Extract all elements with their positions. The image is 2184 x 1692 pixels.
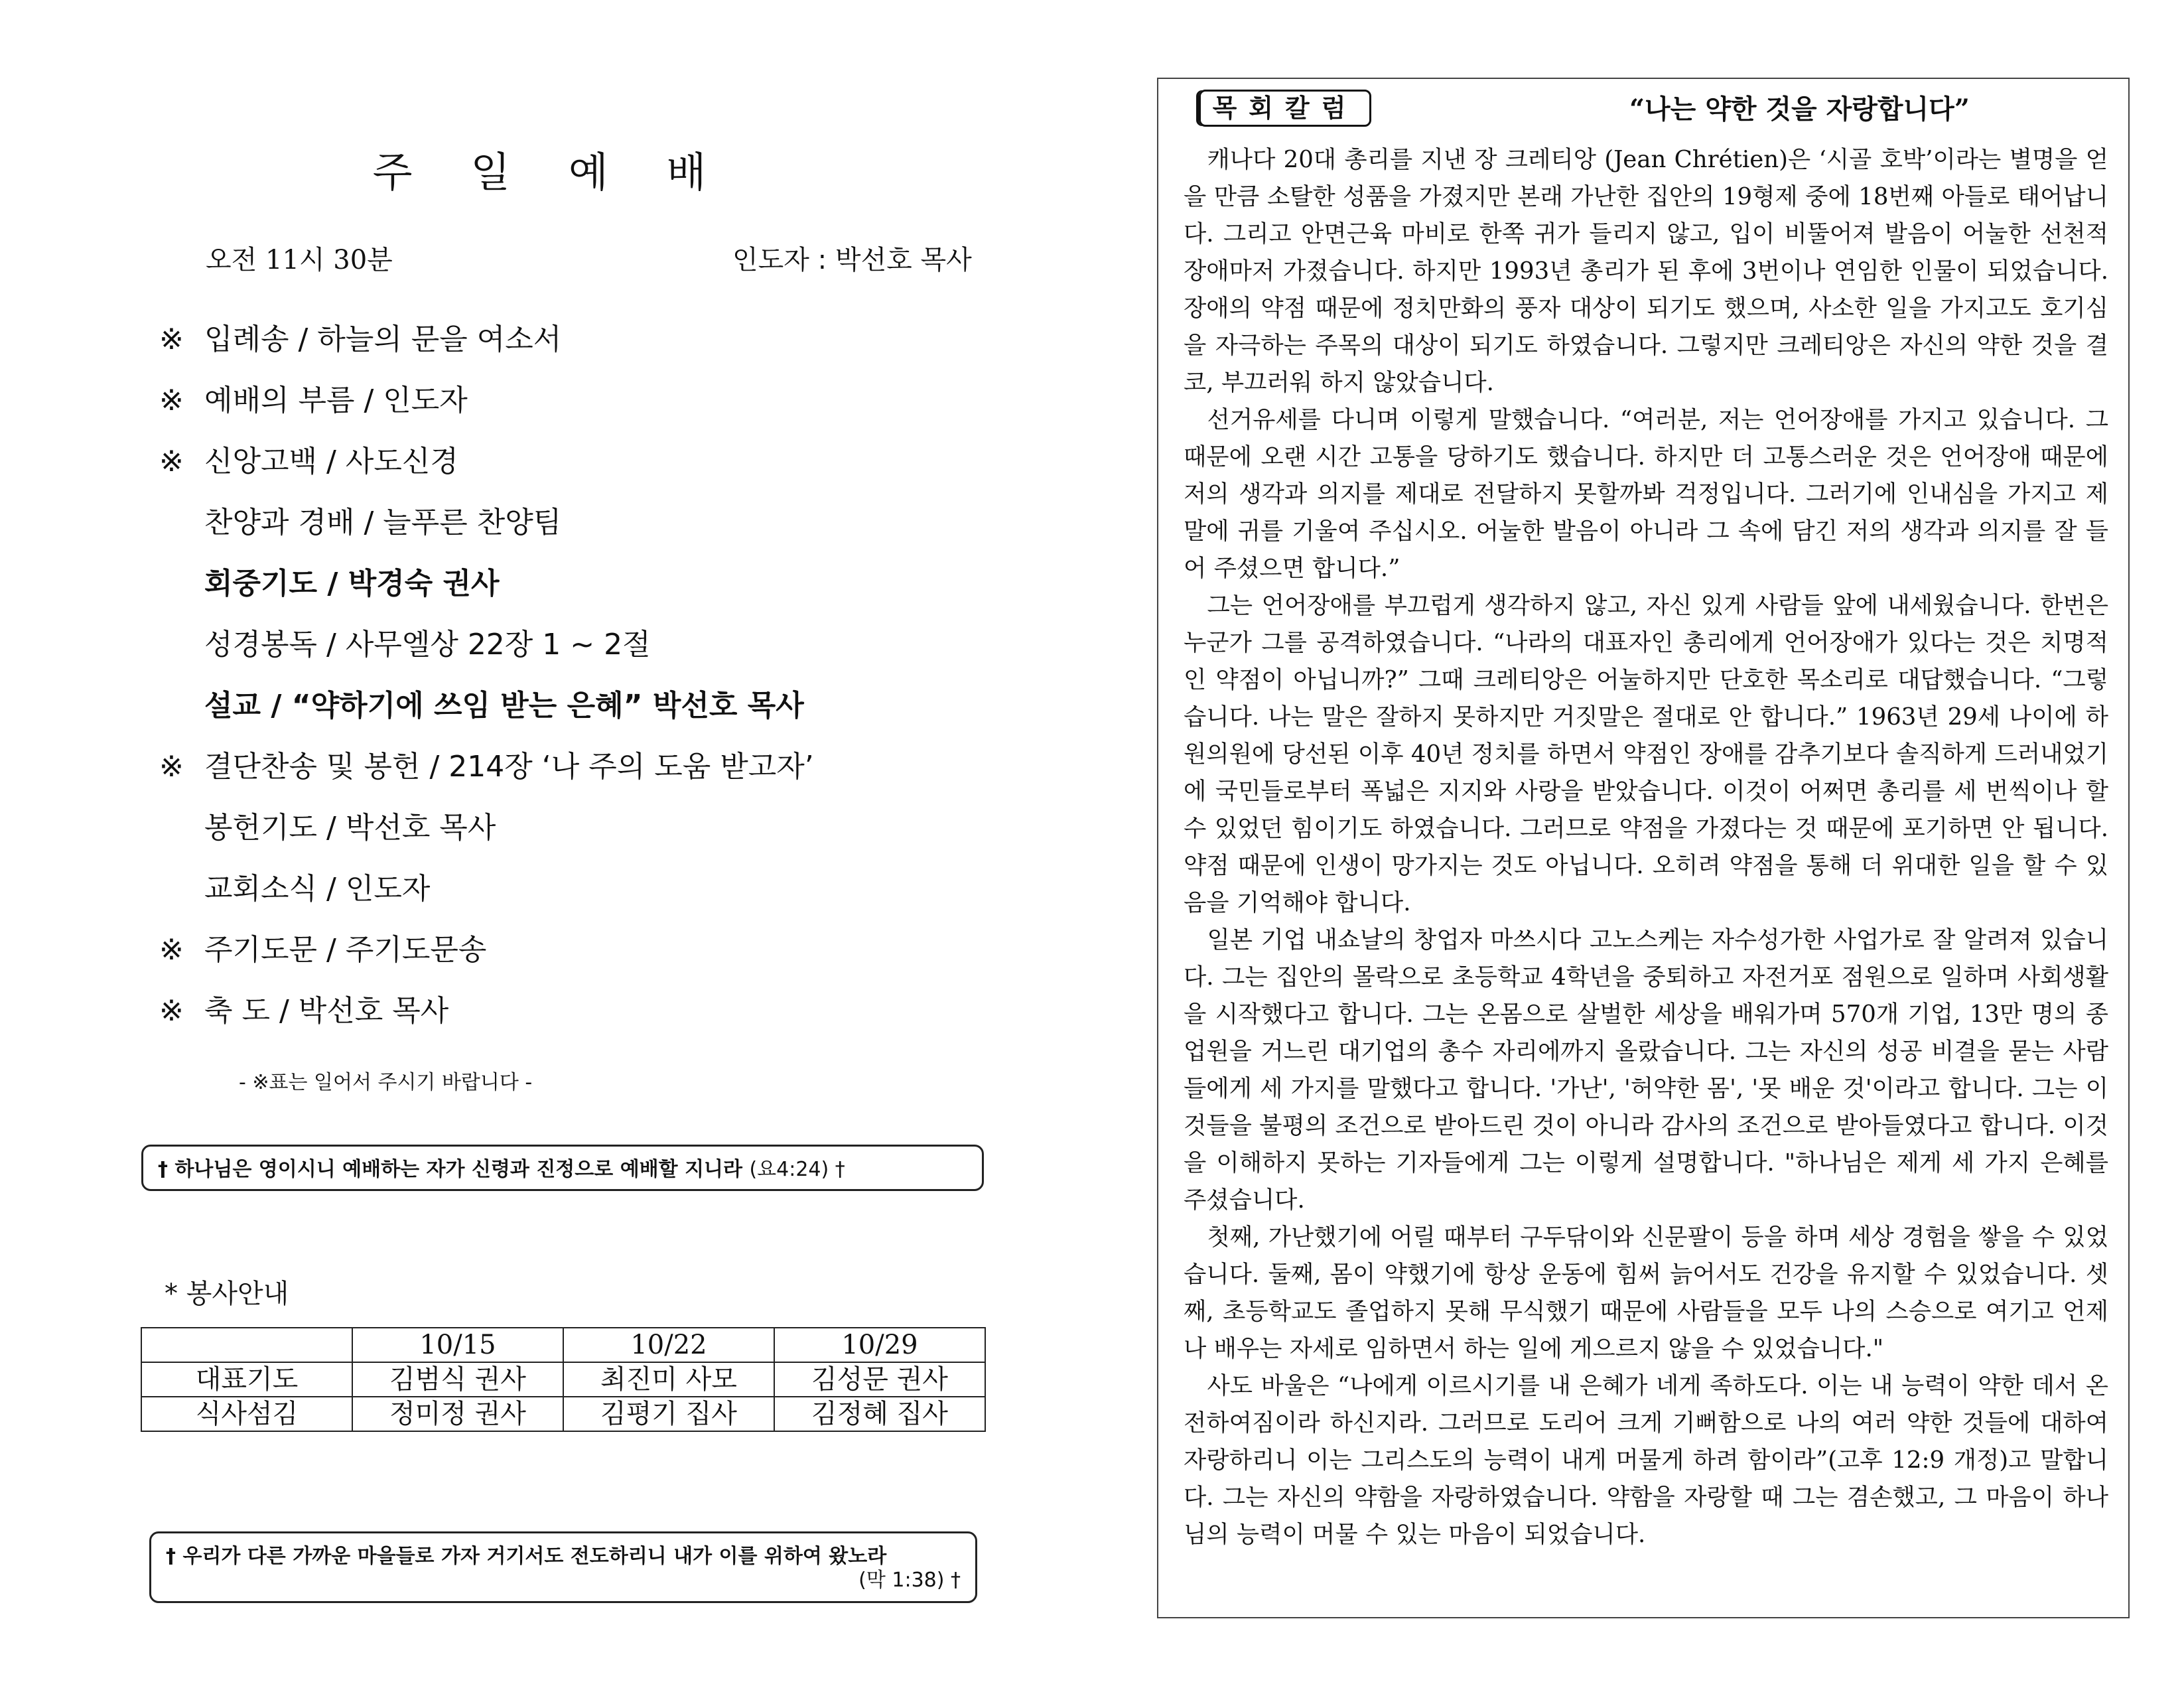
table-cell: 10/29	[774, 1328, 985, 1362]
table-row	[141, 1362, 985, 1397]
standing-note: - ※표는 일어서 주시기 바랍니다 -	[239, 1071, 533, 1094]
order-item-text: 찬양과 경배 / 늘푸른 찬양팀	[204, 506, 562, 539]
order-item	[159, 564, 814, 625]
order-item	[159, 442, 814, 503]
column-body	[1184, 141, 2108, 1553]
verse-text: † 하나님은 영이시니 예배하는 자가 신령과 진정으로 예배할 지니라	[158, 1158, 743, 1181]
column-title: “나는 약한 것을 자랑합니다”	[1629, 94, 1970, 125]
order-item	[159, 625, 814, 686]
table-cell: 정미정 권사	[352, 1397, 563, 1431]
order-item	[159, 869, 814, 930]
standing-mark: ※	[159, 750, 184, 784]
standing-mark: ※	[159, 322, 184, 356]
table-header-row	[141, 1328, 985, 1362]
column-paragraph: 일본 기업 내쇼날의 창업자 마쓰시다 고노스케는 자수성가한 사업가로 잘 알려져 있습니다. 그는 집안의 몰락으로 초등학교 4학년을 중퇴하고 자전거포 점원으로 일하며 사회생활을 시작했다고 합니다. 그는 온몸으로 살벌한 세상을 배워가며 570개 기업, 13만 명의 종업원을 거느린 대기업의 총수 자리에까지 올랐습니다. 그는 자신의 성공 비결을 묻는 사람들에게 세 가지를 말했다고 합니다. '가난', '허약한 몸', '못 배운 것'이라고 합니다. 그는 이것들을 불평의 조건으로 받아드린 것이 아니라 감사의 조건으로 받아들였다고 합니다. 이것을 이해하지 못하는 기자들에게 그는 이렇게 설명합니다. "하나님은 제게 세 가지 은혜를 주셨습니다.	[1184, 926, 2108, 1214]
order-item-text: 교회소식 / 인도자	[204, 872, 431, 906]
verse-text: † 우리가 다른 가까운 마을들로 가자 거기서도 전도하리니 내가 이를 위하여 왔노라	[166, 1545, 887, 1568]
order-item	[159, 381, 814, 442]
order-item-text: 봉헌기도 / 박선호 목사	[204, 811, 496, 845]
order-item	[159, 503, 814, 564]
order-item	[159, 930, 814, 991]
column-paragraph: 첫째, 가난했기에 어릴 때부터 구두닦이와 신문팔이 등을 하며 세상 경험을 쌓을 수 있었습니다. 둘째, 몸이 약했기에 항상 운동에 힘써 늙어서도 건강을 유지할 수 있었습니다. 셋째, 초등학교도 졸업하지 못해 무식했기 때문에 사람들을 모두 나의 스승으로 여기고 언제나 배우는 자세로 임하면서 하는 일에 게으르지 않을 수 있었습니다."	[1184, 1224, 2108, 1362]
verse-reference: (막 1:38) †	[858, 1569, 961, 1592]
standing-mark: ※	[159, 933, 184, 967]
table-cell: 최진미 사모	[563, 1362, 774, 1397]
worship-leader: 인도자 : 박선호 목사	[732, 245, 972, 275]
scripture-verse-box	[149, 1531, 977, 1603]
table-cell: 김평기 집사	[563, 1397, 774, 1431]
order-item-text: 성경봉독 / 사무엘상 22장 1 ~ 2절	[204, 628, 651, 662]
order-item	[159, 808, 814, 869]
standing-mark: ※	[159, 445, 184, 478]
order-item-text: 축 도 / 박선호 목사	[204, 994, 449, 1028]
worship-title: 주 일 예 배	[372, 148, 729, 196]
order-item	[159, 747, 814, 808]
table-cell: 10/15	[352, 1328, 563, 1362]
order-item-text: 설교 / “약하기에 쓰임 받는 은혜” 박선호 목사	[204, 689, 804, 723]
table-cell: 김정혜 집사	[774, 1397, 985, 1431]
order-item	[159, 686, 814, 747]
order-item-text: 주기도문 / 주기도문송	[204, 933, 487, 967]
table-cell: 10/22	[563, 1328, 774, 1362]
pastor-column	[1157, 78, 2130, 1618]
service-guide-heading: * 봉사안내	[165, 1279, 289, 1309]
column-paragraph: 사도 바울은 “나에게 이르시기를 내 은혜가 네게 족하도다. 이는 내 능력이 약한 데서 온전하여짐이라 하신지라. 그러므로 도리어 크게 기뻐함으로 나의 여러 약한 것들에 대하여 자랑하리니 이는 그리스도의 능력이 내게 머물게 하려 함이라”(고후 12:9 개정)고 말합니다. 그는 자신의 약함을 자랑하였습니다. 약함을 자랑할 때 그는 겸손했고, 그 마음이 하나님의 능력이 머물 수 있는 마음이 되었습니다.	[1184, 1372, 2108, 1548]
order-item	[159, 991, 814, 1052]
order-item	[159, 320, 814, 381]
verse-reference: (요4:24) †	[749, 1158, 845, 1181]
table-cell: 김범식 권사	[352, 1362, 563, 1397]
standing-mark: ※	[159, 384, 184, 417]
table-cell: 대표기도	[141, 1362, 352, 1397]
order-of-worship	[159, 320, 814, 1052]
service-table	[141, 1327, 986, 1432]
column-badge: 목회칼럼	[1199, 90, 1371, 127]
column-paragraph: 선거유세를 다니며 이렇게 말했습니다. “여러분, 저는 언어장애를 가지고 있습니다. 그 때문에 오랜 시간 고통을 당하기도 했습니다. 하지만 더 고통스러운 것은 언어장애 때문에 저의 생각과 의지를 제대로 전달하지 못할까봐 걱정입니다. 그러기에 인내심을 가지고 제 말에 귀를 기울여 주십시오. 어눌한 발음이 아니라 그 속에 담긴 저의 생각과 의지를 잘 들어 주셨으면 합니다.”	[1184, 406, 2108, 582]
order-item-text: 입례송 / 하늘의 문을 여소서	[204, 322, 562, 356]
order-item-text: 신앙고백 / 사도신경	[204, 445, 458, 478]
order-item-text: 예배의 부름 / 인도자	[204, 384, 468, 417]
table-row	[141, 1397, 985, 1431]
column-paragraph: 캐나다 20대 총리를 지낸 장 크레티앙 (Jean Chrétien)은 ‘시골 호박’이라는 별명을 얻을 만큼 소탈한 성품을 가졌지만 본래 가난한 집안의 19형제 중에 18번째 아들로 태어납니다. 그리고 안면근육 마비로 한쪽 귀가 들리지 않고, 입이 비뚤어져 발음이 어눌한 선천적 장애마저 가졌습니다. 하지만 1993년 총리가 된 후에 3번이나 연임한 인물이 되었습니다. 장애의 약점 때문에 정치만화의 풍자 대상이 되기도 했으며, 사소한 일을 가지고도 호기심을 자극하는 주목의 대상이 되기도 하였습니다. 그렇지만 크레티앙은 자신의 약한 것을 결코, 부끄러워 하지 않았습니다.	[1184, 146, 2108, 396]
column-paragraph: 그는 언어장애를 부끄럽게 생각하지 않고, 자신 있게 사람들 앞에 내세웠습니다. 한번은 누군가 그를 공격하였습니다. “나라의 대표자인 총리에게 언어장애가 있다는 것은 치명적인 약점이 아닙니까?” 그때 크레티앙은 어눌하지만 단호한 목소리로 대답했습니다. “그렇습니다. 나는 말은 잘하지 못하지만 거짓말은 절대로 안 합니다.” 1963년 29세 나이에 하원의원에 당선된 이후 40년 정치를 하면서 약점인 장애를 감추기보다 솔직하게 드러내었기에 국민들로부터 폭넓은 지지와 사랑을 받았습니다. 이것이 어쩌면 총리를 세 번씩이나 할 수 있었던 힘이기도 하였습니다. 그러므로 약점을 가졌다는 것 때문에 포기하면 안 됩니다. 약점 때문에 인생이 망가지는 것도 아닙니다. 오히려 약점을 통해 더 위대한 일을 할 수 있음을 기억해야 합니다.	[1184, 592, 2108, 916]
worship-bulletin-page	[0, 0, 1035, 1692]
table-cell	[141, 1328, 352, 1362]
order-item-text: 결단찬송 및 봉헌 / 214장 ‘나 주의 도움 받고자’	[204, 750, 814, 784]
table-cell: 식사섬김	[141, 1397, 352, 1431]
order-item-text: 회중기도 / 박경숙 권사	[204, 567, 500, 600]
table-cell: 김성문 권사	[774, 1362, 985, 1397]
scripture-verse-box	[141, 1145, 984, 1191]
worship-time: 오전 11시 30분	[206, 245, 393, 275]
standing-mark: ※	[159, 994, 184, 1028]
